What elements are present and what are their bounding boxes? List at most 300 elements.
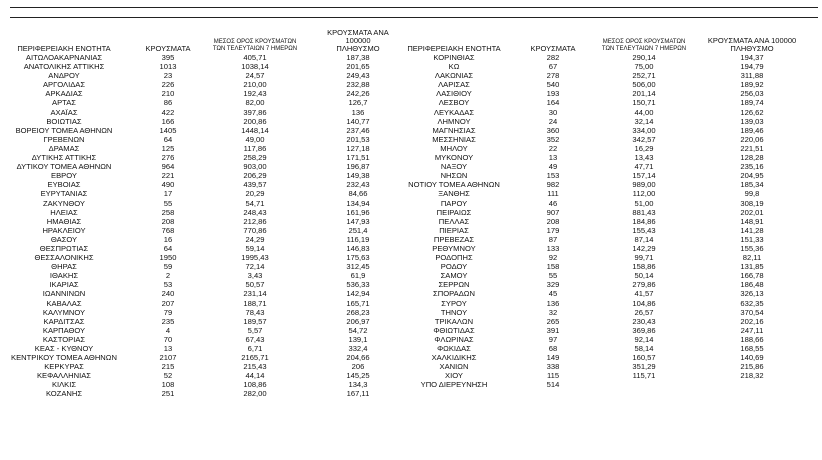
avg-7d-cell: 117,86 [243,143,267,153]
region-cell: ΑΧΑΪΑΣ [50,107,78,117]
cases-cell: 136 [546,298,560,308]
cases-cell: 278 [546,71,560,81]
cases-cell: 2 [165,271,171,281]
right-table-row [406,344,818,353]
right-table-row [406,208,818,217]
avg-7d-cell: 92,14 [634,334,654,344]
per-100k-cell: 134,94 [346,198,370,208]
avg-7d-cell: 989,00 [632,180,656,190]
per-100k-cell: 136 [351,107,365,117]
left-table-row [0,208,410,217]
per-100k-cell: 151,33 [740,234,764,244]
avg-7d-cell: 50,14 [634,271,654,281]
region-cell: ΚΑΒΑΛΑΣ [46,298,82,308]
region-cell: ΕΒΡΟΥ [51,171,77,181]
avg-7d-cell: 252,71 [632,71,656,81]
right-table-row [406,108,818,117]
cases-cell: 207 [161,298,175,308]
avg-7d-cell: 351,29 [632,362,656,372]
avg-7d-cell: 51,00 [634,198,654,208]
per-100k-cell: 167,11 [346,389,370,399]
region-cell: ΦΛΩΡΙΝΑΣ [434,334,474,344]
cases-cell: 49 [548,162,558,172]
region-cell: ΙΚΑΡΙΑΣ [49,280,79,290]
per-100k-cell: 145,25 [346,371,370,381]
cases-cell: 208 [161,216,175,226]
right-table-row [406,380,818,389]
avg-7d-cell: 157,14 [632,171,656,181]
avg-7d-cell: 192,43 [243,89,267,99]
per-100k-cell: 242,26 [346,89,370,99]
cases-cell: 964 [161,162,175,172]
left-table-row [0,171,410,180]
left-header-row [0,28,410,53]
right-table-row [406,308,818,317]
cases-cell: 2107 [159,353,177,363]
cases-cell: 193 [546,89,560,99]
region-cell: ΦΩΚΙΔΑΣ [437,344,471,353]
per-100k-cell: 201,53 [346,134,370,144]
cases-cell: 86 [163,98,173,108]
cases-cell: 30 [548,107,558,117]
right-table-row [406,289,818,298]
region-cell: ΚΑΡΠΑΘΟΥ [42,325,86,335]
region-cell: ΚΕΝΤΡΙΚΟΥ ΤΟΜΕΑ ΑΘΗΝΩΝ [11,353,117,363]
cases-cell: 221 [161,171,175,181]
avg-7d-cell: 72,14 [245,262,265,272]
header-rule [10,17,818,18]
left-table-row [0,362,410,371]
per-100k-cell: 155,36 [740,243,764,253]
per-100k-cell: 632,35 [740,298,764,308]
right-header-row [406,37,818,53]
cases-cell: 338 [546,362,560,372]
avg-7d-cell: 5,57 [247,325,263,335]
region-cell: ΘΑΣΟΥ [50,234,78,244]
per-100k-cell: 165,71 [346,298,370,308]
left-table [0,28,410,399]
per-100k-cell: 221,51 [740,143,764,153]
avg-7d-cell: 279,86 [632,280,656,290]
avg-7d-cell: 24,29 [245,234,265,244]
avg-7d-cell: 142,29 [632,243,656,253]
per-100k-cell: 204,95 [740,171,764,181]
right-table [406,37,818,389]
per-100k-cell: 61,9 [350,271,366,281]
left-table-row [0,62,410,71]
cases-cell: 240 [161,289,175,299]
region-cell: ΒΟΡΕΙΟΥ ΤΟΜΕΑ ΑΘΗΝΩΝ [15,125,113,135]
region-cell: ΗΡΑΚΛΕΙΟΥ [42,225,86,235]
per-100k-cell: 312,45 [346,262,370,272]
region-cell: ΔΥΤΙΚΟΥ ΤΟΜΕΑ ΑΘΗΝΩΝ [16,162,112,172]
per-100k-cell: 206 [351,362,365,372]
left-table-row [0,353,410,362]
left-table-row [0,98,410,107]
per-100k-cell: 84,66 [348,189,368,199]
per-100k-cell: 147,93 [346,216,370,226]
cases-cell: 23 [163,71,173,81]
avg-7d-cell: 44,14 [245,371,265,381]
cases-cell: 53 [163,280,173,290]
cases-cell: 55 [163,198,173,208]
per-100k-cell: 247,11 [740,325,764,335]
avg-7d-cell: 210,00 [243,80,267,90]
region-cell: ΑΝΑΤΟΛΙΚΗΣ ΑΤΤΙΚΗΣ [23,62,105,72]
cases-cell: 45 [548,289,558,299]
avg-7d-cell: 3,43 [247,271,263,281]
cases-cell: 251 [161,389,175,399]
cases-cell: 282 [546,53,560,62]
cases-cell: 17 [163,189,173,199]
per-100k-cell: 189,74 [740,98,764,108]
avg-7d-cell: 189,57 [243,316,267,326]
cases-cell: 208 [546,216,560,226]
right-table-row [406,144,818,153]
right-rows [406,53,818,389]
per-100k-cell: 128,28 [740,153,764,163]
region-cell: ΗΛΕΙΑΣ [50,207,78,217]
right-table-row [406,217,818,226]
cases-cell: 1405 [159,125,177,135]
cases-cell: 70 [163,334,173,344]
cases-cell: 422 [161,107,175,117]
cases-cell: 92 [548,253,558,263]
region-cell: ΠΕΛΛΑΣ [438,216,470,226]
right-table-row [406,135,818,144]
region-cell: ΧΙΟΥ [445,371,463,381]
region-cell: ΧΑΛΚΙΔΙΚΗΣ [431,353,477,363]
avg-7d-cell: 231,14 [243,289,267,299]
per-100k-cell: 168,55 [740,344,764,353]
per-100k-cell: 326,13 [740,289,764,299]
region-cell: ΛΑΚΩΝΙΑΣ [434,71,474,81]
per-100k-cell: 116,19 [346,234,370,244]
right-table-row [406,371,818,380]
cases-cell: 64 [163,243,173,253]
cases-cell: 158 [546,262,560,272]
cases-cell: 153 [546,171,560,181]
right-table-row [406,126,818,135]
left-table-row [0,271,410,280]
region-cell: ΘΕΣΠΡΩΤΙΑΣ [39,243,89,253]
right-table-row [406,98,818,107]
per-100k-cell: 161,96 [346,207,370,217]
cases-cell: 13 [163,344,173,353]
left-table-row [0,280,410,289]
top-rule [10,7,818,8]
region-cell: ΡΕΘΥΜΝΟΥ [432,243,476,253]
region-cell: ΙΘΑΚΗΣ [49,271,79,281]
avg-7d-cell: 881,43 [632,207,656,217]
cases-cell: 276 [161,153,175,163]
avg-7d-cell: 108,86 [243,380,267,390]
left-table-row [0,344,410,353]
avg-7d-cell: 26,57 [634,307,654,317]
avg-7d-cell: 41,57 [634,289,654,299]
per-100k-cell: 146,83 [346,243,370,253]
right-table-row [406,271,818,280]
region-cell: ΣΥΡΟΥ [441,298,467,308]
right-table-row [406,71,818,80]
cases-cell: 258 [161,207,175,217]
cases-cell: 46 [548,198,558,208]
per-100k-cell: 139,1 [348,334,368,344]
region-cell: ΤΗΝΟΥ [440,307,468,317]
per-100k-cell: 126,7 [348,98,368,108]
per-100k-cell: 175,63 [346,253,370,263]
avg-7d-cell: 78,43 [245,307,265,317]
right-table-row [406,89,818,98]
per-100k-cell: 536,33 [346,280,370,290]
cases-cell: 360 [546,125,560,135]
region-cell: ΕΥΒΟΙΑΣ [47,180,81,190]
region-cell: ΣΠΟΡΑΔΩΝ [433,289,475,299]
cases-cell: 235 [161,316,175,326]
avg-7d-cell: 200,86 [243,116,267,126]
per-100k-cell: 185,34 [740,180,764,190]
per-100k-cell: 237,46 [346,125,370,135]
per-100k-cell: 308,19 [740,198,764,208]
left-table-row [0,117,410,126]
per-100k-cell: 126,62 [740,107,764,117]
avg-7d-cell: 58,14 [634,344,654,353]
avg-7d-cell: 155,43 [632,225,656,235]
region-cell: ΔΥΤΙΚΗΣ ΑΤΤΙΚΗΣ [31,153,97,163]
region-cell: ΚΑΡΔΙΤΣΑΣ [43,316,85,326]
per-100k-cell: 251,4 [348,225,368,235]
region-cell: ΚΕΑΣ - ΚΥΘΝΟΥ [34,344,94,353]
right-table-row [406,317,818,326]
right-table-row [406,171,818,180]
cases-cell: 111 [547,189,559,199]
per-100k-cell: 256,03 [740,89,764,99]
left-table-row [0,326,410,335]
cases-cell: 97 [548,334,558,344]
cases-cell: 79 [163,307,173,317]
per-100k-cell: 186,48 [740,280,764,290]
left-table-row [0,199,410,208]
avg-7d-cell: 248,43 [243,207,267,217]
avg-7d-cell: 1448,14 [241,125,269,135]
per-100k-cell: 202,01 [740,207,764,217]
per-100k-cell: 166,78 [740,271,764,281]
left-table-row [0,389,410,398]
avg-7d-cell: 1038,14 [241,62,269,72]
right-header-region: ΠΕΡΙΦΕΡΕΙΑΚΗ ΕΝΟΤΗΤΑ [407,44,501,53]
region-cell: ΚΙΛΚΙΣ [51,380,77,390]
region-cell: ΝΑΞΟΥ [440,162,468,172]
per-100k-cell: 235,16 [740,162,764,172]
cases-cell: 52 [163,371,173,381]
right-header-per-100k: ΚΡΟΥΣΜΑΤΑ ΑΝΑ 100000 ΠΛΗΘΥΣΜΟ [707,36,797,53]
avg-7d-cell: 54,71 [245,198,265,208]
left-table-row [0,126,410,135]
per-100k-cell: 206,97 [346,316,370,326]
per-100k-cell: 218,32 [740,371,764,381]
per-100k-cell: 189,92 [740,80,764,90]
avg-7d-cell: 24,57 [245,71,265,81]
left-table-row [0,371,410,380]
region-cell: ΚΩ [448,62,460,72]
region-cell: ΡΟΔΟΥ [440,262,468,272]
per-100k-cell: 194,37 [740,53,764,62]
cases-cell: 133 [546,243,560,253]
cases-cell: 166 [161,116,175,126]
region-cell: ΦΘΙΩΤΙΔΑΣ [433,325,475,335]
region-cell: ΚΑΛΥΜΝΟΥ [42,307,86,317]
cases-cell: 87 [548,234,558,244]
left-header-avg: ΜΕΣΟΣ ΟΡΟΣ ΚΡΟΥΣΜΑΤΩΝ ΤΩΝ ΤΕΛΕΥΤΑΙΩΝ 7 ΗΜΕΡΩΝ [212,39,298,52]
avg-7d-cell: 2165,71 [241,353,269,363]
cases-cell: 215 [161,362,175,372]
region-cell: ΜΑΓΝΗΣΙΑΣ [432,125,476,135]
cases-cell: 68 [548,344,558,353]
per-100k-cell: 220,06 [740,134,764,144]
right-table-row [406,244,818,253]
left-table-row [0,108,410,117]
right-table-row [406,280,818,289]
per-100k-cell: 142,94 [346,289,370,299]
right-table-row [406,362,818,371]
avg-7d-cell: 206,29 [243,171,267,181]
left-table-row [0,89,410,98]
cases-cell: 4 [165,325,171,335]
right-table-row [406,62,818,71]
cases-cell: 59 [163,262,173,272]
cases-cell: 13 [548,153,558,163]
per-100k-cell: 99,8 [744,189,760,199]
cases-cell: 395 [161,53,175,62]
per-100k-cell: 140,69 [740,353,764,363]
per-100k-cell: 370,54 [740,307,764,317]
per-100k-cell: 148,91 [740,216,764,226]
per-100k-cell: 249,43 [346,71,370,81]
left-table-row [0,162,410,171]
left-table-row [0,380,410,389]
region-cell: ΚΟΡΙΝΘΙΑΣ [433,53,475,62]
region-cell: ΑΙΤΩΛΟΑΚΑΡΝΑΝΙΑΣ [25,53,103,62]
avg-7d-cell: 160,57 [632,353,656,363]
left-table-row [0,53,410,62]
right-table-row [406,335,818,344]
region-cell: ΓΡΕΒΕΝΩΝ [43,134,85,144]
per-100k-cell: 82,11 [742,253,762,263]
avg-7d-cell: 342,57 [632,134,656,144]
region-cell: ΕΥΡΥΤΑΝΙΑΣ [40,189,88,199]
per-100k-cell: 140,77 [346,116,370,126]
per-100k-cell: 201,65 [346,62,370,72]
left-table-row [0,135,410,144]
avg-7d-cell: 212,86 [243,216,267,226]
cases-cell: 1013 [159,62,177,72]
avg-7d-cell: 112,00 [632,189,656,199]
cases-cell: 55 [548,271,558,281]
cases-cell: 149 [546,353,560,363]
cases-cell: 768 [161,225,175,235]
region-cell: ΠΡΕΒΕΖΑΣ [433,234,475,244]
region-cell: ΛΕΥΚΑΔΑΣ [433,107,475,117]
avg-7d-cell: 16,29 [634,143,654,153]
per-100k-cell: 127,18 [346,143,370,153]
cases-cell: 179 [546,225,560,235]
avg-7d-cell: 47,71 [634,162,654,172]
left-table-row [0,189,410,198]
avg-7d-cell: 87,14 [634,234,654,244]
region-cell: ΠΕΙΡΑΙΩΣ [436,207,472,217]
left-table-row [0,244,410,253]
cases-cell: 210 [161,89,175,99]
cases-cell: 329 [546,280,560,290]
avg-7d-cell: 59,14 [245,243,265,253]
region-cell: ΥΠΟ ΔΙΕΡΕΥΝΗΣΗ [420,380,488,390]
per-100k-cell: 268,23 [346,307,370,317]
left-table-row [0,317,410,326]
left-table-row [0,299,410,308]
per-100k-cell: 215,86 [740,362,764,372]
per-100k-cell: 139,03 [740,116,764,126]
left-rows [0,53,410,399]
region-cell: ΑΡΤΑΣ [52,98,76,108]
avg-7d-cell: 75,00 [634,62,654,72]
avg-7d-cell: 282,00 [243,389,267,399]
region-cell: ΚΑΣΤΟΡΙΑΣ [42,334,86,344]
region-cell: ΗΜΑΘΙΑΣ [46,216,82,226]
avg-7d-cell: 230,43 [632,316,656,326]
cases-cell: 164 [546,98,560,108]
region-cell: ΝΟΤΙΟΥ ΤΟΜΕΑ ΑΘΗΝΩΝ [408,180,500,190]
per-100k-cell: 141,28 [740,225,764,235]
right-table-row [406,199,818,208]
left-table-row [0,180,410,189]
avg-7d-cell: 50,57 [245,280,265,290]
left-header-per-100k: ΚΡΟΥΣΜΑΤΑ ΑΝΑ 100000 ΠΛΗΘΥΣΜΟ [327,28,389,53]
per-100k-cell: 54,72 [348,325,368,335]
avg-7d-cell: 20,29 [245,189,265,199]
left-table-row [0,226,410,235]
right-table-row [406,189,818,198]
region-cell: ΖΑΚΥΝΘΟΥ [43,198,85,208]
cases-cell: 24 [548,116,558,126]
region-cell: ΛΑΣΙΘΙΟΥ [436,89,472,99]
cases-cell: 32 [548,307,558,317]
avg-7d-cell: 397,86 [243,107,267,117]
left-table-row [0,262,410,271]
avg-7d-cell: 150,71 [632,98,656,108]
region-cell: ΚΟΖΑΝΗΣ [45,389,83,399]
left-table-row [0,289,410,298]
right-table-row [406,253,818,262]
right-table-row [406,235,818,244]
left-table-row [0,80,410,89]
per-100k-cell: 131,85 [740,262,764,272]
avg-7d-cell: 188,71 [243,298,267,308]
avg-7d-cell: 32,14 [634,116,654,126]
right-table-row [406,80,818,89]
avg-7d-cell: 201,14 [632,89,656,99]
region-cell: ΒΟΙΩΤΙΑΣ [46,116,82,126]
avg-7d-cell: 49,00 [245,134,265,144]
cases-cell: 16 [163,234,173,244]
right-table-row [406,326,818,335]
avg-7d-cell: 67,43 [245,334,265,344]
right-table-row [406,117,818,126]
right-header-avg: ΜΕΣΟΣ ΟΡΟΣ ΚΡΟΥΣΜΑΤΩΝ ΤΩΝ ΤΕΛΕΥΤΑΙΩΝ 7 ΗΜΕΡΩΝ [601,39,687,52]
avg-7d-cell: 104,86 [632,298,656,308]
avg-7d-cell: 44,00 [634,107,654,117]
per-100k-cell: 232,88 [346,80,370,90]
region-cell: ΛΕΣΒΟΥ [438,98,470,108]
